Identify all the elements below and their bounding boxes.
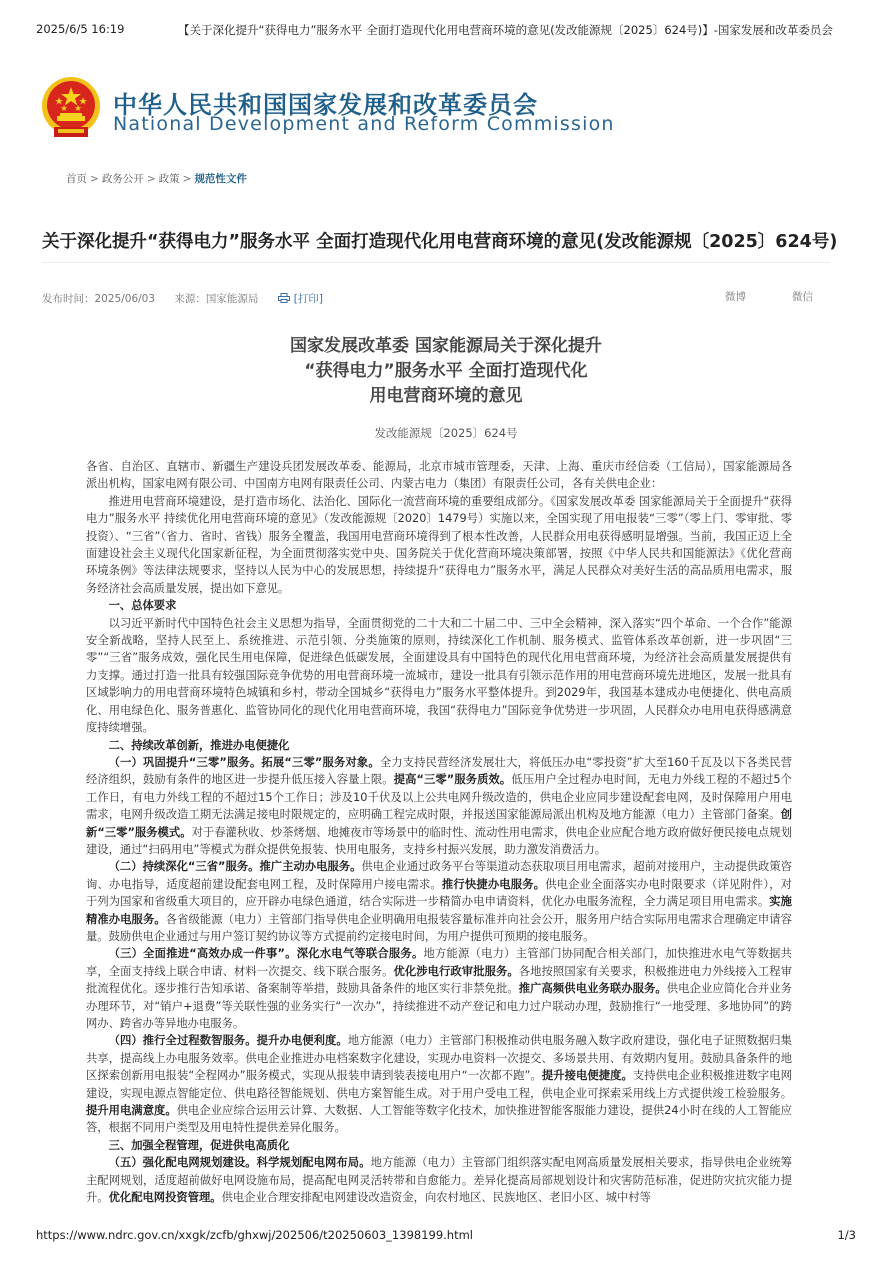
paragraph-text: 供电企业应简化合并业务办理环节，对“销户+退费”等关联性强的业务实行“一次办”，持续推进不动产登记和电力过户联动办理，鼓励推行“一地受理、多地协同”的跨网办、跨省办等异地办电服务。	[86, 982, 792, 1030]
paragraph-emphasis: 优化涉电行政审批服务。	[393, 964, 519, 978]
body-paragraph	[86, 1032, 792, 1136]
paragraph-text: 地方能源（电力）主管部门积极推动供电服务融入数字政府建设，强化电子证照数据归集共享，提高线上办电服务效率。供电企业推进办电档案数字化建设，实现办电资料一次提交、多场景共用、有效期内复用。鼓励具备条件的地区探索创新用电报装“全程网办”服务模式，实现从报装申请到装表接电用户“一次都不跑”。	[86, 1034, 792, 1083]
paragraph-emphasis: 实施精准办电服务。	[86, 895, 792, 926]
breadcrumb-separator: >	[90, 173, 99, 185]
body-paragraph	[86, 458, 792, 493]
section-heading	[86, 597, 792, 614]
paragraph-text: 供电企业合理安排配电网建设改造资金，向农村地区、民族地区、老旧小区、城中村等	[221, 1191, 651, 1205]
paragraph-emphasis: 推行快捷办电服务。	[441, 877, 546, 891]
breadcrumb	[66, 171, 247, 186]
paragraph-text: 推进用电营商环境建设，是打造市场化、法治化、国际化一流营商环境的重要组成部分。《国家发展改革委 国家能源局关于全面提升“获得电力”服务水平 持续优化用电营商环境的意见》（发改能源规〔2020〕1479号）实施以来，全国实现了用电报装“三零”（零上门、零审批、零投资）、“三省”（省力、省时、省钱）服务全覆盖，我国用电营商环境得到了根本性改善，人民群众用电获得感明显增强。当前，我国正迈上全面建设社会主义现代化国家新征程，为全面贯彻落实党中央、国务院关于优化营商环境决策部署，按照《中华人民共和国能源法》《优化营商环境条例》等法律法规要求，坚持以人民为中心的发展思想，持续提升“获得电力”服务水平，满足人民群众对美好生活的高品质用电需求，服务经济社会高质量发展，提出如下意见。	[86, 494, 792, 595]
document-heading-line: 用电营商环境的意见	[369, 386, 523, 406]
title-divider	[42, 262, 830, 263]
document-number: 发改能源规〔2025〕624号	[374, 426, 518, 440]
page-indicator: 1/3	[837, 1228, 856, 1242]
publish-date: 发布时间：2025/06/03	[42, 293, 156, 305]
paragraph-text: 各地按照国家有关要求，积极推进电力外线接入工程审批流程优化。逐步推行告知承诺、备案制等举措，鼓励具备条件的地区实行非禁免批。	[86, 964, 792, 996]
breadcrumb-government-affairs[interactable]: 政务公开	[101, 173, 144, 185]
breadcrumb-separator: >	[182, 173, 192, 185]
paragraph-text: 供电企业通过政务平台等渠道动态获取项目用电需求，超前对接用户，主动提供政策咨询、办电指导，适度超前建设配套电网工程，及时保障用户接电需求。	[86, 860, 792, 891]
breadcrumb-separator: >	[146, 173, 156, 185]
paragraph-emphasis: （一）巩固提升“三零”服务。拓展“三零”服务对象。	[108, 755, 380, 769]
paragraph-emphasis: 创新“三零”服务模式。	[86, 808, 792, 839]
paragraph-text: 以习近平新时代中国特色社会主义思想为指导，全面贯彻党的二十大和二十届二中、三中全会精神，深入落实“四个革命、一个合作”能源安全新战略，坚持人民至上、系统推进、示范引领、分类施策的原则，持续深化工作机制、服务模式、监管体系改革创新，进一步巩固“三零”“三省”服务成效，强化民生用电保障，促进绿色低碳发展，全面建设具有中国特色的现代化用电营商环境，为经济社会高质量发展提供有力支撑。通过打造一批具有较强国际竞争优势的用电营商环境一流城市，建设一批具有引领示范作用的用电营商环境先进地区，发展一批具有区域影响力的用电营商环境特色城镇和乡村，带动全国城乡“获得电力”服务水平整体提升。到2029年，我国基本建成办电便捷化、供电高质化、用电绿色化、服务普惠化、监管协同化的现代化用电营商环境，我国“获得电力”国际竞争优势进一步巩固，人民群众办电用电获得感满意度持续增强。	[86, 616, 792, 735]
body-paragraph	[86, 615, 792, 737]
paragraph-emphasis: 提升用电满意度。	[86, 1104, 177, 1118]
paragraph-text: 二、持续改革创新，推进办电便捷化	[108, 738, 290, 752]
document-heading-line: “获得电力”服务水平 全面打造现代化	[304, 361, 588, 381]
article-title: 关于深化提升“获得电力”服务水平 全面打造现代化用电营商环境的意见(发改能源规〔2025〕624号)	[42, 231, 838, 252]
section-heading	[86, 737, 792, 754]
print-page-title: 【关于深化提升“获得电力”服务水平 全面打造现代化用电营商环境的意见(发改能源规〔2025〕624号)】-国家发展和改革委员会	[178, 23, 833, 37]
breadcrumb-policy[interactable]: 政策	[158, 173, 180, 185]
paragraph-emphasis: （三）全面推进“高效办成一件事”。深化水电气等联合服务。	[108, 947, 424, 961]
article-body	[86, 458, 792, 1206]
site-name-cn: 中华人民共和国国家发展和改革委员会	[113, 91, 538, 119]
print-header	[0, 22, 892, 40]
print-label: [打印]	[293, 293, 323, 305]
site-name-en: National Development and Reform Commission	[113, 113, 615, 135]
printer-icon	[278, 293, 290, 303]
paragraph-text: 供电企业应综合运用云计算、大数据、人工智能等数字化技术，加快推进智能客服能力建设，提供24小时在线的人工智能应答，根据不同用户类型及用电特性提供差异化服务。	[86, 1104, 792, 1135]
share-weixin-button[interactable]: 微信	[792, 291, 813, 303]
paragraph-text: 各省级能源（电力）主管部门指导供电企业明确用电报装容量标准并向社会公开，服务用户结合实际用电需求合理确定申请容量。鼓励供电企业通过与用户签订契约协议等方式提前约定接电时间，为用户提供可预期的接电服务。	[86, 912, 792, 943]
paragraph-text: 支持供电企业积极推进数字电网建设，实现电源点智能定位、供电路径智能规划、供电方案智能生成。对于用户受电工程，供电企业可探索采用线上方式提供竣工检验服务。	[86, 1069, 792, 1100]
paragraph-emphasis: 推广高频供电业务联办服务。	[518, 982, 667, 996]
paragraph-text: 各省、自治区、直辖市、新疆生产建设兵团发展改革委、能源局，北京市城市管理委，天津、上海、重庆市经信委（工信局），国家能源局各派出机构，国家电网有限公司、中国南方电网有限责任公司、内蒙古电力（集团）有限责任公司，各有关供电企业：	[86, 460, 792, 491]
paragraph-text: 供电企业全面落实办电时限要求（详见附件），对于列为国家和省级重大项目的，应开辟办电绿色通道，结合实际进一步精简办电申请资料，优化办电服务流程，全力满足项目用电需求。	[86, 877, 792, 909]
share-weibo-button[interactable]: 微博	[725, 291, 746, 303]
page-url: https://www.ndrc.gov.cn/xxgk/zcfb/ghxwj/202506/t20250603_1398199.html	[36, 1228, 473, 1242]
paragraph-text: 三、加强全程管理，促进供电高质化	[108, 1138, 290, 1152]
article-source: 来源：国家能源局	[174, 293, 259, 305]
paragraph-text: 全力支持民营经济发展壮大，将低压办电“零投资”扩大至160千瓦及以下各类民营经济组织，鼓励有条件的地区进一步提升低压接入容量上限。	[86, 755, 792, 787]
body-paragraph	[86, 754, 792, 858]
body-paragraph	[86, 945, 792, 1032]
body-paragraph	[86, 493, 792, 597]
body-paragraph	[86, 1154, 792, 1206]
paragraph-emphasis: 提高“三零”服务质效。	[393, 773, 512, 787]
paragraph-text: 低压用户全过程办电时间，无电力外线工程的不超过5个工作日，有电力外线工程的不超过15个工作日；涉及10千伏及以上公共电网升级改造的，供电企业应同步建设配套电网，及时保障用户用电需求，电网升级改造工期无法满足接电时限规定的，应明确工程完成时限，并报送国家能源局派出机构及地方能源（电力）主管部门备案。	[86, 773, 792, 822]
article-meta	[42, 291, 355, 306]
paragraph-emphasis: （四）推行全过程数智服务。提升办电便利度。	[108, 1034, 348, 1048]
print-button[interactable]	[278, 293, 339, 305]
section-heading	[86, 1137, 792, 1154]
body-paragraph	[86, 858, 792, 945]
paragraph-text: 对于春灌秋收、炒茶烤烟、地摊夜市等场景中的临时性、流动性用电需求，供电企业应配合地方政府做好便民接电点规划建设，通过“扫码用电”等模式为群众提供免报装、快用电服务，支持乡村振兴发展，助力激发消费活力。	[86, 825, 792, 856]
paragraph-text: 地方能源（电力）主管部门组织落实配电网高质量发展相关要求，指导供电企业统筹主配网规划，适度超前做好电网设施布局，提高配电网灵活转带和自愈能力。差异化提高局部规划设计和灾害防范标准，促进防灾抗灾能力提升。	[86, 1156, 792, 1205]
paragraph-emphasis: （五）强化配电网规划建设。科学规划配电网布局。	[108, 1156, 371, 1170]
print-timestamp: 2025/6/5 16:19	[36, 22, 125, 36]
breadcrumb-home[interactable]: 首页	[66, 173, 87, 185]
national-emblem-icon	[40, 75, 102, 141]
document-heading	[0, 334, 892, 409]
paragraph-emphasis: 优化配电网投资管理。	[108, 1191, 222, 1205]
paragraph-emphasis: 提升接电便捷度。	[541, 1069, 633, 1083]
paragraph-text: 地方能源（电力）主管部门协同配合相关部门，加快推进水电气等数据共享，全面支持线上联合申请、材料一次提交、线下联合服务。	[86, 947, 792, 978]
paragraph-emphasis: （二）持续深化“三省”服务。推广主动办电服务。	[108, 860, 362, 874]
document-heading-line: 国家发展改革委 国家能源局关于深化提升	[290, 336, 602, 356]
breadcrumb-normative-documents[interactable]: 规范性文件	[194, 173, 247, 185]
paragraph-text: 一、总体要求	[108, 599, 177, 613]
